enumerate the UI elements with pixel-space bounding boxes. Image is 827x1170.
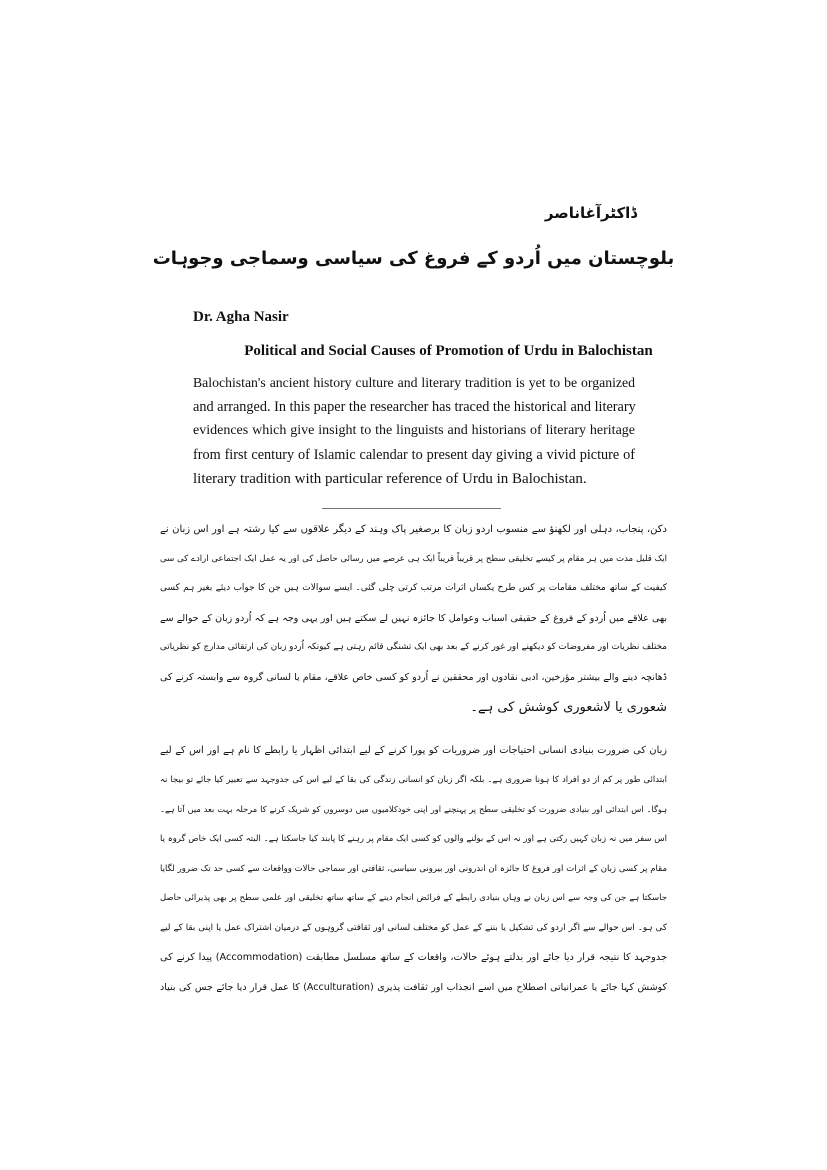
body-line: بھی علاقے میں اُردو کے فروغ کے حقیقی اسباب وعوامل کا جائزہ نہیں لے سکتے ہیں اور یہی وجہ ہے کہ اُردو زبان کے حوالے سے: [160, 612, 667, 624]
paper-title-english: Political and Social Causes of Promotion of Urdu in Balochistan: [244, 343, 653, 359]
body-paragraph-1: [160, 515, 667, 722]
body-line: جاسکتا ہے جن کی وجہ سے اس زبان نے وہاں بنیادی رابطے کے فرائض انجام دینے کے ساتھ ساتھ تخلیقی اور علمی سطح پر بھی پذیرائی حاصل: [160, 893, 667, 904]
body-line: مختلف نظریات اور مفروضات کو دیکھنے اور غور کرنے کے بعد بھی ایک تشنگی قائم رہتی ہے کیونکہ اُردو زبان کی ارتقائی مدارج کو نظریاتی: [160, 642, 667, 653]
author-name-english: Dr. Agha Nasir: [193, 309, 289, 325]
body-line: شعوری یا لاشعوری کوشش کی ہے۔: [470, 699, 667, 715]
body-line: مقام پر کسی زبان کے اثرات اور فروغ کا جائزہ ان اندرونی اور بیرونی سیاسی، ثقافتی اور سماجی حالات وواقعات سے کسی حد تک ضرور لگایا: [160, 863, 667, 874]
body-text-urdu: [160, 515, 667, 1003]
paper-title-urdu: بلوچستان میں اُردو کے فروغ کی سیاسی وسماجی وجوہات: [152, 248, 675, 269]
abstract-line: evidences which give insight to the linguists and historians of literary heritage: [193, 423, 635, 438]
body-line: ابتدائی طور پر کم از دو افراد کا ہونا ضروری ہے۔ بلکہ اگر زبان کو انسانی زندگی کی بقا کے لیے اس کی جدوجہد سے تعبیر کیا جائے تو بیجا نہ: [160, 774, 667, 785]
body-paragraph-2: [160, 736, 667, 1002]
abstract-line: and arranged. In this paper the researcher has traced the historical and literary: [193, 399, 636, 415]
body-line: دکن، پنجاب، دہلی اور لکھنؤ سے منسوب اردو زبان کا برصغیر پاک وہند کے دیگر علاقوں سے کیا رشتہ ہے اور اس زبان نے: [160, 524, 667, 535]
body-line: اس سفر میں نہ زبان کہیں رکتی ہے اور نہ اس کے بولنے والوں کو کسی ایک مقام پر رہنے کا پابند کیا جاسکتا ہے۔ البتہ کسی ایک خاص گروہ یا: [160, 833, 667, 844]
abstract-line: Balochistan's ancient history culture and literary tradition is yet to be organized: [193, 375, 635, 390]
author-name-urdu: ڈاکٹرآغاناصر: [544, 204, 637, 222]
body-line: ڈھانچہ دینے والے بیشتر مؤرخین، ادبی نقادوں اور محققین نے اُردو کو کسی خاص علاقے، مقام یا لسانی گروہ سے وابستہ کرنے کی: [160, 671, 667, 683]
section-divider: [322, 508, 501, 509]
body-line: کی ہو۔ اس حوالے سے اگر اردو کی تشکیل یا بننے کے عمل کو مختلف لسانی اور ثقافتی گروہوں کے درمیان اشتراک عمل یا اپنی بقا کے لیے: [160, 922, 667, 933]
body-line: زبان کی ضرورت بنیادی انسانی احتیاجات اور ضروریات کو پورا کرنے کے لیے ابتدائی اظہار یا رابطے کا نام ہے اور اس کے لیے: [160, 745, 667, 757]
body-line: جدوجہد کا نتیجہ قرار دیا جائے اور بدلتے ہوئے حالات، واقعات کے ساتھ مسلسل مطابقت (Accommodation) پیدا کرنے کی: [160, 952, 667, 964]
body-line: ہوگا۔ اس ابتدائی اور بنیادی ضرورت کو تخلیقی سطح پر پہنچنے اور اپنی خودکلامیوں میں دوسروں کو شریک کرنے کا مرحلہ بہت بعد میں آتا ہے۔: [160, 804, 667, 815]
abstract-line: literary tradition with particular reference of Urdu in Balochistan.: [193, 471, 587, 487]
body-line: کوشش کہا جائے یا عمرانیاتی اصطلاح میں اسے انجذاب اور ثقافت پذیری (Acculturation) کا عمل قرار دیا جائے جس کی بنیاد: [160, 981, 667, 993]
abstract: [193, 371, 635, 491]
body-line: کیفیت کے ساتھ مختلف مقامات پر کس طرح یکساں اثرات مرتب کرتی چلی گئی۔ ایسے سوالات ہیں جن کا جواب دیئے بغیر ہم کسی: [160, 583, 667, 594]
abstract-line: from first century of Islamic calendar to present day giving a vivid picture of: [193, 447, 635, 463]
body-line: ایک قلیل مدت میں ہر مقام پر کیسے تخلیقی سطح پر قریباً قریباً ایک ہی عرصے میں رسائی حاصل کی اور یہ عمل ایک اجتماعی ارادے کی سی: [160, 553, 667, 564]
